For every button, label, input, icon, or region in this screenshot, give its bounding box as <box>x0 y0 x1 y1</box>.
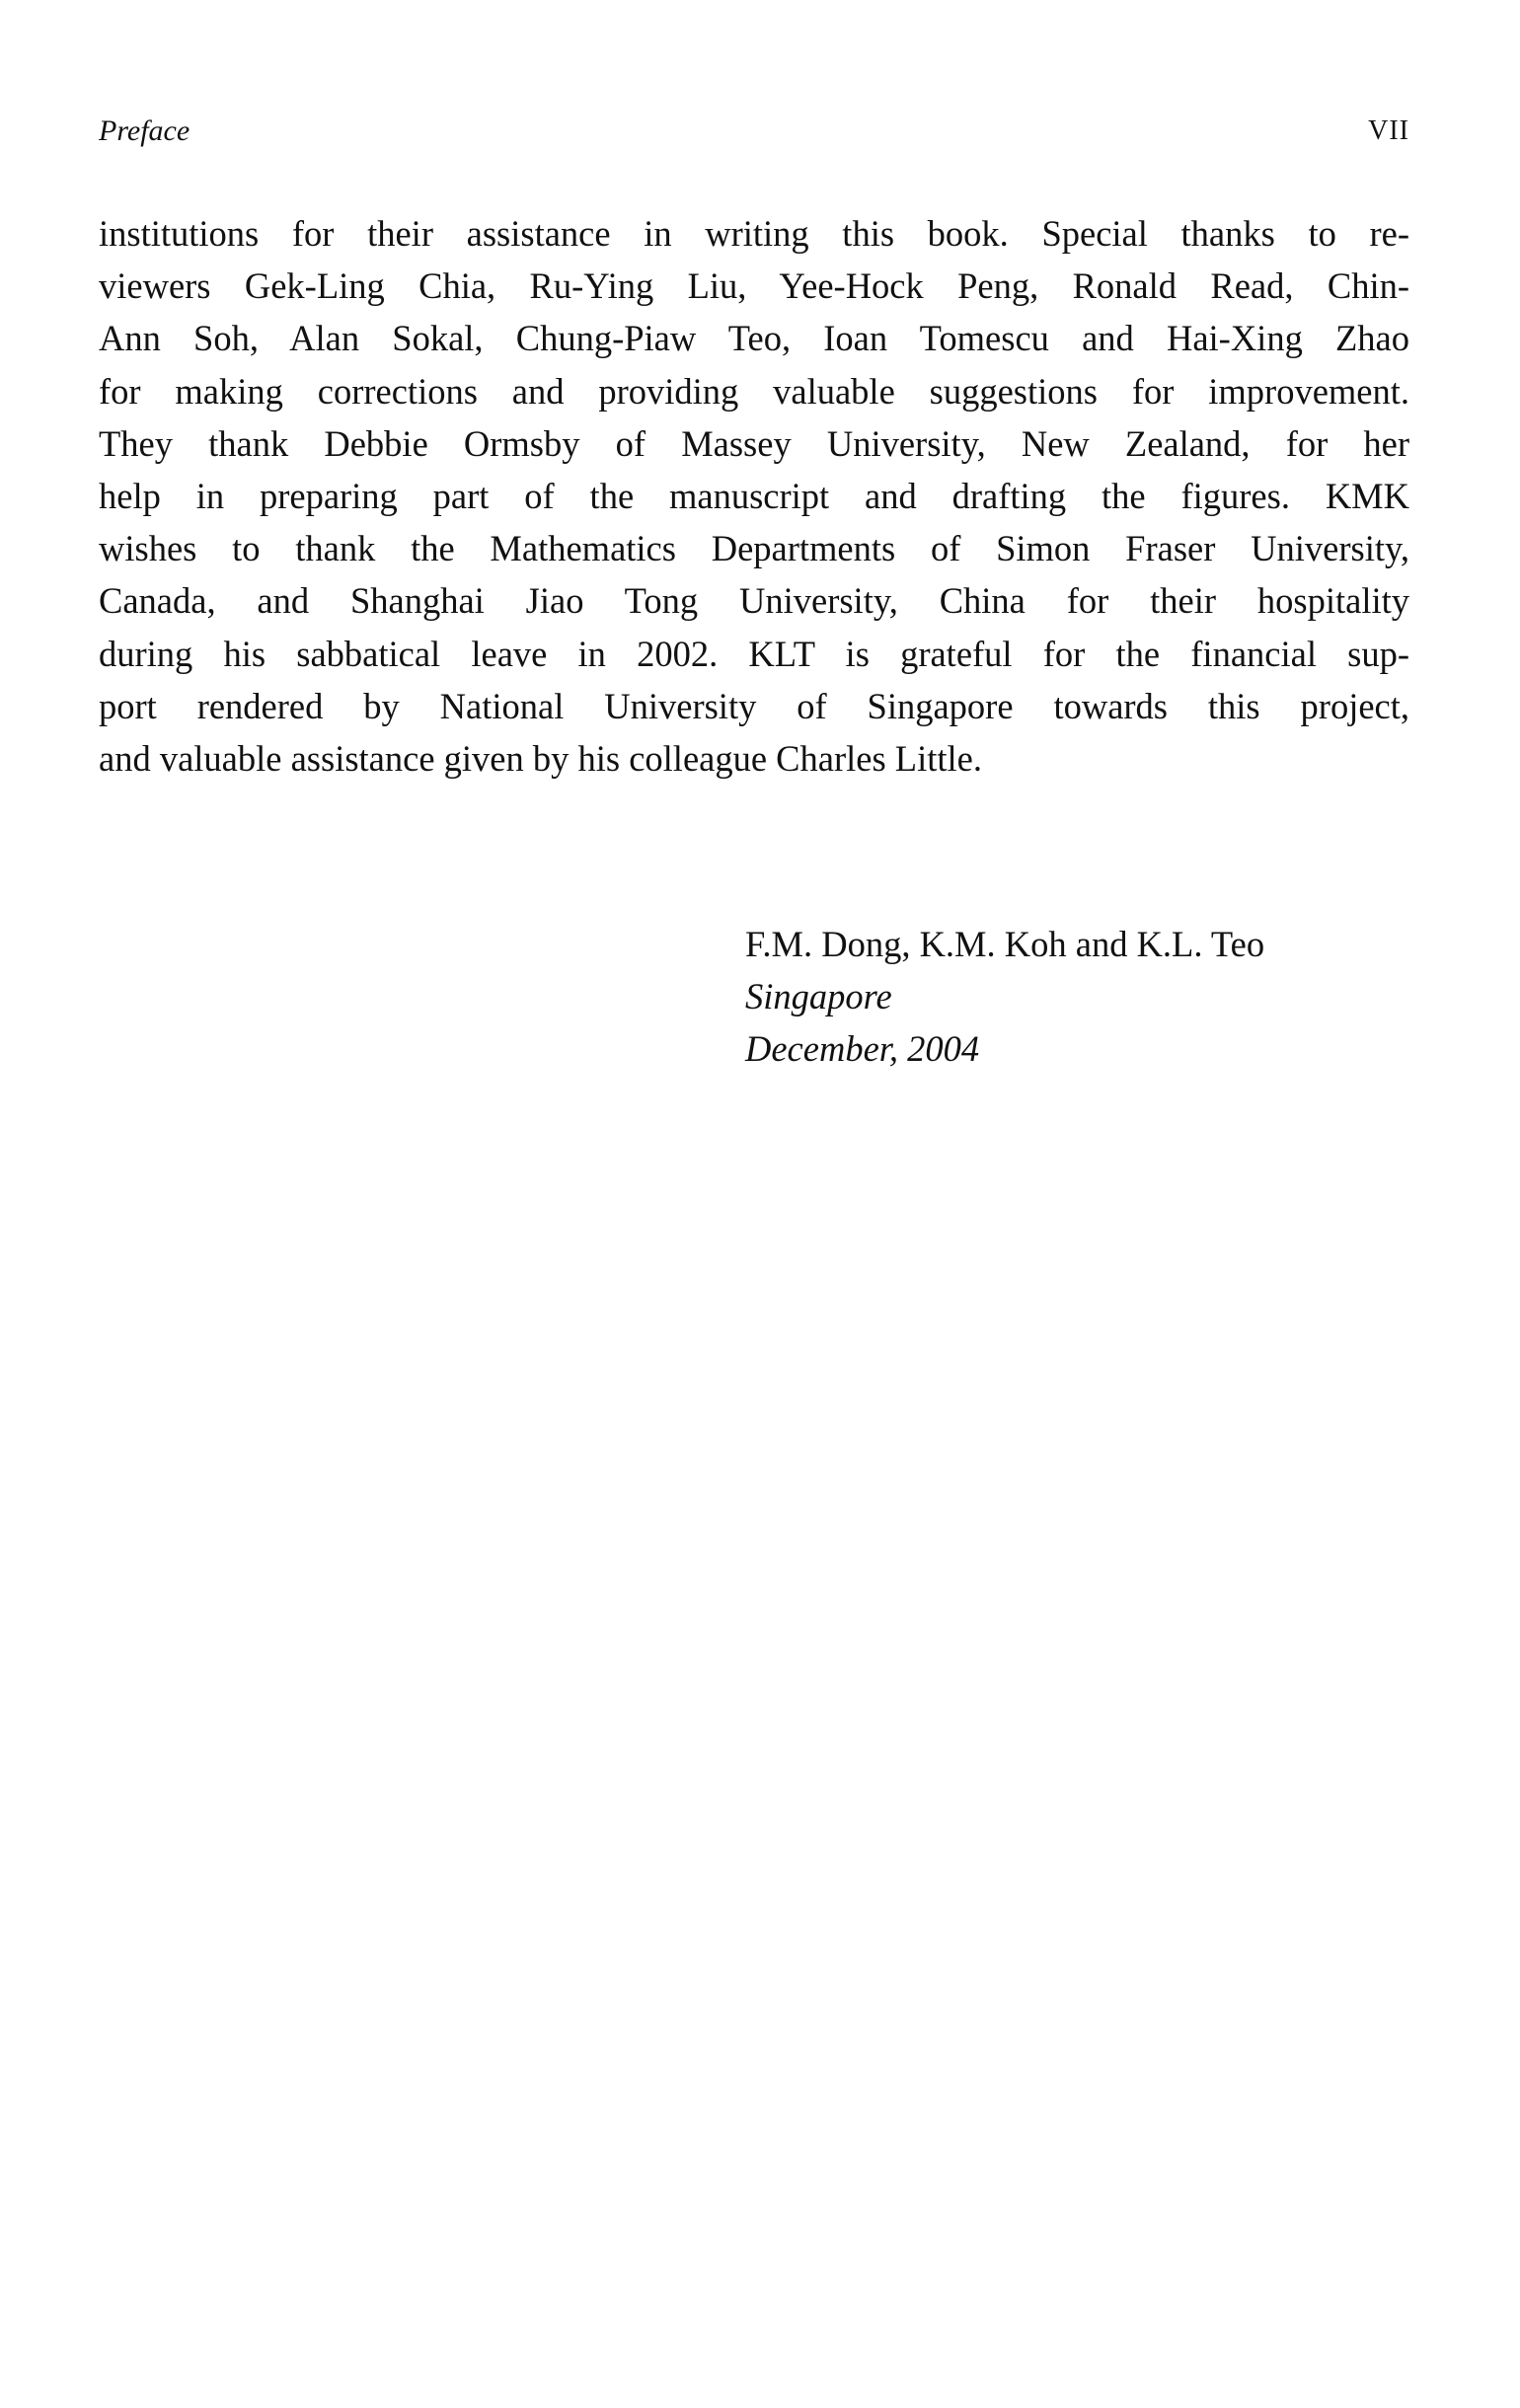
text-line: Canada, and Shanghai Jiao Tong University, China for their hospitality <box>99 580 1409 622</box>
text-line: and valuable assistance given by his colleague Charles Little. <box>99 738 982 780</box>
preface-paragraph <box>99 207 1409 785</box>
running-title: Preface <box>99 114 190 147</box>
signature-date: December, 2004 <box>745 1028 980 1069</box>
text-line: during his sabbatical leave in 2002. KLT is grateful for the financial sup- <box>99 633 1409 674</box>
text-line: institutions for their assistance in writing this book. Special thanks to re- <box>99 213 1409 254</box>
signature-authors: F.M. Dong, K.M. Koh and K.L. Teo <box>745 924 1265 964</box>
text-line: wishes to thank the Mathematics Departments of Simon Fraser University, <box>99 528 1409 569</box>
signature-place: Singapore <box>745 976 892 1016</box>
page-number: VII <box>1368 115 1409 146</box>
text-line: port rendered by National University of Singapore towards this project, <box>99 685 1409 726</box>
text-line: They thank Debbie Ormsby of Massey University, New Zealand, for her <box>99 422 1409 464</box>
text-line: help in preparing part of the manuscript and drafting the figures. KMK <box>99 476 1409 517</box>
signature-block <box>745 918 1397 1075</box>
text-line: viewers Gek-Ling Chia, Ru-Ying Liu, Yee-Hock Peng, Ronald Read, Chin- <box>99 265 1409 307</box>
text-line: for making corrections and providing valuable suggestions for improvement. <box>99 370 1409 412</box>
running-head <box>99 107 1409 156</box>
text-line: Ann Soh, Alan Sokal, Chung-Piaw Teo, Ioan Tomescu and Hai-Xing Zhao <box>99 318 1409 359</box>
